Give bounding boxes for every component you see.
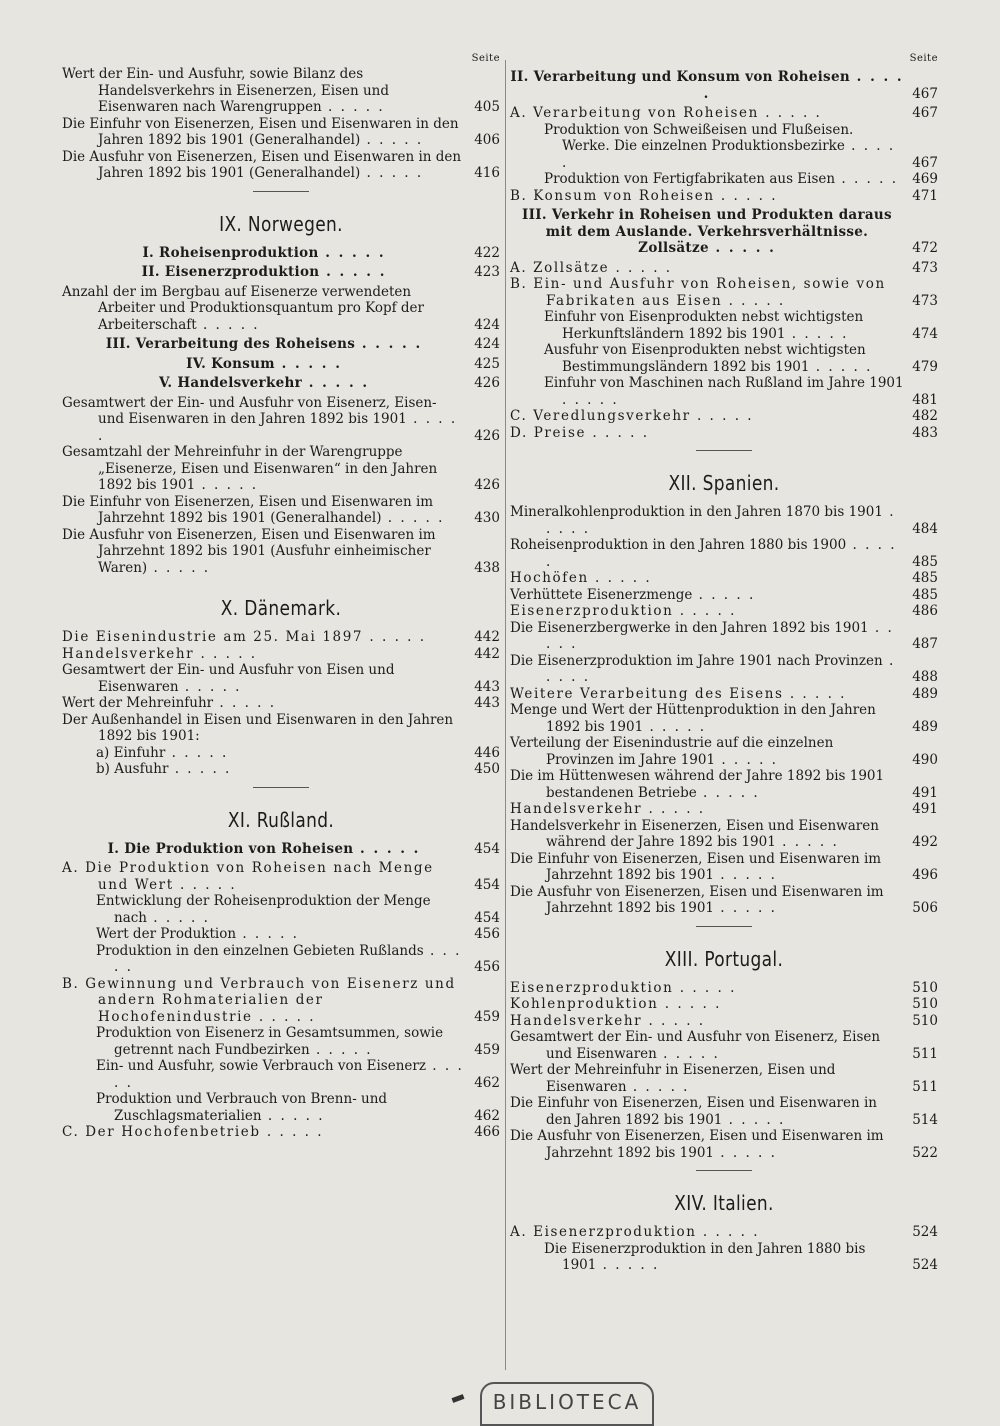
toc-entry [510,996,938,1013]
toc-entry [510,1095,938,1128]
page-number: 506 [912,900,938,916]
dot-leader: . . . . . [319,264,387,280]
toc-entry [62,527,500,577]
page-number: 510 [912,996,938,1012]
page-number: 456 [474,959,500,975]
page-number: 405 [474,99,500,115]
page-number: 524 [912,1257,938,1273]
section-rule [696,1170,752,1171]
entry-title: Produktion und Verbrauch von Brenn- und Zuschlagsmaterialien . . . . . [96,1091,388,1124]
entry-title: Verhüttete Eisenerzmenge . . . . . [510,586,756,603]
page-number: 491 [912,801,938,817]
toc-entry [510,620,938,653]
entry-title: Die Einfuhr von Eisenerzen, Eisen und Eisenwaren in den Jahren 1892 bis 1901 (Generalhandel) . . . . . [62,115,459,148]
toc-entry [510,504,938,537]
toc-entry [510,801,938,818]
page-number: 424 [474,336,500,352]
right-column [510,52,938,1274]
toc-entry [62,976,500,1026]
toc-subsection-entry [62,356,500,373]
toc-entry [510,309,938,342]
entry-title: C. Veredlungsverkehr . . . . . [510,408,754,424]
section-heading: X. Dänemark. [220,596,342,620]
dot-leader: . . . . . [588,570,652,586]
entry-title: Handelsverkehr . . . . . [510,1012,706,1029]
dot-leader: . . . . . [708,240,776,256]
toc-entry [510,653,938,686]
entry-title: Handelsverkehr . . . . . [62,645,258,662]
dot-leader: . . . . . [252,1008,316,1025]
entry-title: II. Verarbeitung und Konsum von Roheisen . . . . . [510,69,904,102]
page-number: 522 [912,1144,938,1161]
entry-title: III. Verkehr in Roheisen und Produkten daraus mit dem Auslande. Verkehrsverhältnisse. Zollsätze . . . . . [522,207,892,256]
entry-title: A. Die Produktion von Roheisen nach Menge und Wert . . . . . [62,860,434,893]
entry-title: Die Einfuhr von Eisenerzen, Eisen und Eisenwaren im Jahrzehnt 1892 bis 1901 (Generalhandel) . . . . . [62,493,445,526]
entry-title: D. Preise . . . . . [510,424,650,441]
dot-leader: . . . . . [195,477,259,493]
dot-leader: . . . . . [642,1012,706,1029]
entry-title: Produktion von Schweißeisen und Flußeisen. Werke. Die einzelnen Produktionsbezirke . . . . . [544,121,896,171]
section-rule [696,926,752,927]
page-number: 430 [474,510,500,526]
dot-leader: . . . . . [714,1144,777,1161]
dot-leader: . . . . . [562,138,896,171]
toc-entry [62,66,500,116]
section-rule [253,787,309,788]
toc-entry [62,395,500,445]
toc-entry [510,1241,938,1274]
toc-entry [510,702,938,735]
page-number: 492 [912,834,938,850]
page-number: 483 [912,424,938,441]
entry-title: Die im Hüttenwesen während der Jahre 1892 bis 1901 bestandenen Betriebe . . . . . [510,768,885,801]
dot-leader: . . . . . [147,559,211,576]
toc-entry [62,860,500,893]
page-number: 426 [474,427,500,444]
toc-entry [62,761,500,778]
page-number: 473 [912,292,938,309]
page-number: 459 [474,1041,500,1058]
dot-leader: . . . . . [165,744,229,761]
toc-entry [62,284,500,334]
page-number: 456 [474,926,500,942]
toc-entry [510,818,938,851]
dot-leader: . . . . . [546,537,897,570]
page-number: 450 [474,761,500,777]
dot-leader: . . . . . [656,1045,720,1062]
toc-entry [62,444,500,494]
toc-entry [62,494,500,527]
toc-entry [510,105,938,122]
toc-entry [62,1091,500,1124]
toc-entry [510,1062,938,1095]
section-heading: XIV. Italien. [674,1191,774,1215]
dot-leader: . . . . . [173,876,237,893]
toc-entry [62,943,500,976]
toc-entry [510,1128,938,1161]
entry-title: I. Die Produktion von Roheisen . . . . . [107,840,421,857]
toc-entry [510,1013,938,1030]
entry-title: Wert der Mehreinfuhr in Eisenerzen, Eisen und Eisenwaren . . . . . [510,1062,836,1095]
page-number: 474 [912,325,938,342]
dot-leader: . . . . . [194,645,258,662]
page-number: 514 [912,1111,938,1128]
page-number: 467 [912,105,938,121]
toc-subsection-entry [62,264,500,281]
page-number: 425 [474,355,500,372]
page-number: 479 [912,358,938,375]
entry-title: b) Ausfuhr . . . . . [96,761,232,777]
column-divider [505,60,506,1370]
toc-entry [510,408,938,425]
ink-mark [452,1394,465,1403]
page-number: 454 [474,840,500,857]
dot-leader: . . . . . [643,718,707,735]
entry-title: II. Eisenerzproduktion . . . . . [141,264,387,280]
entry-title: Roheisenproduktion in den Jahren 1880 bis 1900 . . . . . [510,537,897,570]
dot-leader: . . . . . [360,165,424,181]
entry-title: A. Verarbeitung von Roheisen . . . . . [510,105,822,121]
toc-entry [510,425,938,442]
toc-entry [62,1124,500,1141]
dot-leader: . . . . . [658,996,722,1012]
dot-leader: . . . . . [586,424,650,441]
dot-leader: . . . . . [147,909,210,926]
toc-entry [62,893,500,926]
toc-entry [510,686,938,703]
toc-entry [62,926,500,943]
page-number: 469 [912,171,938,187]
dot-leader: . . . . . [809,358,873,375]
dot-leader: . . . . . [722,1111,786,1128]
section-rule [696,450,752,451]
dot-leader: . . . . . [714,187,778,204]
dot-leader: . . . . . [546,504,896,537]
page-number: 443 [474,678,500,695]
toc-subsection-entry [62,375,500,392]
section-heading: XI. Rußland. [227,807,335,832]
dot-leader: . . . . . [692,586,756,603]
entry-title: Kohlenproduktion . . . . . [510,996,722,1012]
dot-leader: . . . . . [758,105,822,121]
dot-leader: . . . . . [178,678,242,695]
entry-title: Handelsverkehr in Eisenerzen, Eisen und Eisenwaren während der Jahre 1892 bis 1901 . . . . . [510,817,879,850]
dot-leader: . . . . . [596,1257,660,1273]
entry-title: Mineralkohlenproduktion in den Jahren 1870 bis 1901 . . . . . [510,504,896,537]
page-number: 442 [474,645,500,662]
toc-entry [62,1058,500,1091]
toc-entry [510,980,938,997]
dot-leader: . . . . . [609,259,673,276]
page-number: 466 [474,1124,500,1140]
toc-entry [510,1224,938,1241]
dot-leader: . . . . . [835,171,898,187]
entry-title: Die Einfuhr von Eisenerzen, Eisen und Eisenwaren in den Jahren 1892 bis 1901 . . . . . [510,1095,877,1128]
entry-title: Der Außenhandel in Eisen und Eisenwaren in den Jahren 1892 bis 1901: [62,711,454,744]
entry-title: IV. Konsum . . . . . [186,355,342,372]
toc-entry [510,768,938,801]
dot-leader: . . . . . [673,979,737,996]
dot-leader: . . . . . [355,336,423,352]
entry-title: III. Verarbeitung des Roheisens . . . . . [105,336,423,352]
toc-entry [62,662,500,695]
entry-title: Die Eisenerzproduktion im Jahre 1901 nach Provinzen . . . . . [510,652,896,685]
page-number: 473 [912,259,938,276]
dot-leader: . . . . . [546,652,896,685]
page-number: 462 [474,1074,500,1091]
dot-leader: . . . . . [562,391,619,408]
entry-title: V. Handelsverkehr . . . . . [158,375,370,391]
page-number: 510 [912,979,938,996]
page-number: 482 [912,408,938,424]
toc-entry [510,1029,938,1062]
entry-title: Gesamtwert der Ein- und Ausfuhr von Eisenerz, Eisen und Eisenwaren . . . . . [510,1029,881,1062]
entry-title: Gesamtzahl der Mehreinfuhr in der Warengruppe „Eisenerze, Eisen und Eisenwaren“ in den Jahren 1892 bis 1901 . . . . . [62,444,438,493]
dot-leader: . . . . . [714,867,777,883]
page-number: 485 [912,570,938,586]
entry-title: Produktion von Fertigfabrikaten aus Eisen . . . . . [544,171,898,187]
section-heading: IX. Norwegen. [219,211,343,236]
page-number: 496 [912,867,938,883]
page-number: 486 [912,603,938,619]
page-number: 489 [912,685,938,702]
entry-title: Eisenerzproduktion . . . . . [510,603,737,619]
entry-title: a) Einfuhr . . . . . [96,744,229,761]
page-number: 467 [912,154,938,171]
toc-subsection-entry [62,841,500,858]
page-number: 484 [912,520,938,537]
section-rule [253,191,309,192]
entry-title: Die Ausfuhr von Eisenerzen, Eisen und Eisenwaren im Jahrzehnt 1892 bis 1901 . . . . . [510,1128,884,1161]
dot-leader: . . . . . [363,629,427,645]
dot-leader: . . . . . [353,840,421,857]
toc-subsection-entry [510,207,938,257]
toc-entry [510,276,938,309]
dot-leader: . . . . . [302,375,370,391]
section-heading: XIII. Portugal. [664,946,784,971]
toc-entry [510,537,938,570]
entry-title: B. Konsum von Roheisen . . . . . [510,187,778,204]
entry-title: Die Eisenerzproduktion in den Jahren 1880 bis 1901 . . . . . [544,1240,866,1273]
toc-subsection-entry [510,69,938,102]
toc-entry [510,735,938,768]
dot-leader: . . . . . [168,761,232,777]
dot-leader: . . . . . [626,1078,690,1095]
dot-leader: . . . . . [696,1224,760,1240]
page-number: 459 [474,1008,500,1025]
toc-subsection-entry [62,245,500,262]
page-number: 485 [912,553,938,570]
toc-entry [62,1025,500,1058]
dot-leader: . . . . . [714,900,777,916]
dot-leader: . . . . . [236,926,299,942]
entry-title: Entwicklung der Roheisenproduktion der Menge nach . . . . . [96,893,431,926]
section-heading: XII. Spanien. [668,471,780,495]
seite-label: Seite [909,53,938,64]
toc-entry [510,603,938,620]
entry-title: Die Ausfuhr von Eisenerzen, Eisen und Eisenwaren im Jahrzehnt 1892 bis 1901 (Ausfuhr einheimischer Waren) . . . . . [62,526,436,576]
dot-leader: . . . . . [321,99,385,115]
dot-leader: . . . . . [690,408,754,424]
toc-entry [510,587,938,604]
entry-title: Die Eisenerzbergwerke in den Jahren 1892 bis 1901 . . . . . [510,619,894,652]
dot-leader: . . . . . [260,1124,324,1140]
dot-leader: . . . . . [715,751,778,768]
page-number: 524 [912,1224,938,1240]
entry-title: Menge und Wert der Hüttenproduktion in den Jahren 1892 bis 1901 . . . . . [510,702,876,735]
entry-title: A. Zollsätze . . . . . [510,259,673,276]
entry-title: B. Ein- und Ausfuhr von Roheisen, sowie von Fabrikaten aus Eisen . . . . . [510,276,886,309]
right-column-entries [510,69,938,1274]
dot-leader: . . . . . [696,784,760,801]
page-number: 454 [474,909,500,926]
page-number: 442 [474,629,500,645]
entry-title: I. Roheisenproduktion . . . . . [142,244,386,261]
entry-title: Produktion von Eisenerz in Gesamtsummen, sowie getrennt nach Fundbezirken . . . . . [96,1025,444,1058]
toc-entry [510,260,938,277]
entry-title: Die Einfuhr von Eisenerzen, Eisen und Eisenwaren im Jahrzehnt 1892 bis 1901 . . . . . [510,850,882,883]
page-number: 511 [912,1078,938,1095]
dot-leader: . . . . . [381,510,445,526]
entry-title: Einfuhr von Maschinen nach Rußland im Jahre 1901 . . . . . [544,375,904,408]
dot-leader: . . . . . [642,801,706,817]
toc-entry [510,122,938,172]
page-number: 454 [474,876,500,893]
entry-title: B. Gewinnung und Verbrauch von Eisenerz und andern Rohmaterialien der Hochofenindustrie . . . . . [62,975,456,1025]
entry-title: Gesamtwert der Ein- und Ausfuhr von Eisenerz, Eisen- und Eisenwaren in den Jahren 1892 bis 1901 . . . . . [62,394,458,444]
page-number: 491 [912,784,938,801]
page-number: 472 [912,240,938,256]
dot-leader: . . . . . [261,1107,325,1124]
page-number: 424 [474,316,500,333]
page-number: 481 [912,391,938,408]
entry-title: Wert der Produktion . . . . . [96,926,299,942]
toc-entry [62,745,500,762]
dot-leader: . . . . . [98,411,458,444]
entry-title: Einfuhr von Eisenprodukten nebst wichtigsten Herkunftsländern 1892 bis 1901 . . . . . [544,309,864,342]
entry-title: Die Ausfuhr von Eisenerzen, Eisen und Eisenwaren in den Jahren 1892 bis 1901 (Generalhandel) . . . . . [62,148,462,181]
toc-entry [62,695,500,712]
entry-title: Produktion in den einzelnen Gebieten Rußlands . . . . . [96,942,462,975]
entry-title: Handelsverkehr . . . . . [510,801,706,817]
page-number: 471 [912,187,938,204]
entry-title: Ein- und Ausfuhr, sowie Verbrauch von Eisenerz . . . . . [96,1058,464,1091]
toc-entry [510,171,938,188]
page-number: 423 [474,264,500,280]
toc-entry [510,570,938,587]
toc-entry [62,116,500,149]
entry-title: Gesamtwert der Ein- und Ausfuhr von Eisen und Eisenwaren . . . . . [62,662,395,695]
toc-entry [510,851,938,884]
entry-title: Verteilung der Eisenindustrie auf die einzelnen Provinzen im Jahre 1901 . . . . . [510,735,834,768]
page-number: 510 [912,1012,938,1029]
dot-leader: . . . . . [114,942,462,975]
dot-leader: . . . . . [213,695,277,711]
page-number: 443 [474,695,500,711]
entry-title: Wert der Mehreinfuhr . . . . . [62,695,277,711]
page-number: 490 [912,751,938,768]
toc-subsection-entry [62,336,500,353]
toc-entry [62,646,500,663]
entry-title: Eisenerzproduktion . . . . . [510,979,737,996]
toc-entry [510,188,938,205]
page-number: 489 [912,718,938,735]
toc-entry [62,149,500,182]
page-number: 422 [474,244,500,261]
dot-leader: . . . . . [318,244,386,261]
page-number: 487 [912,636,938,652]
page-number: 416 [474,165,500,181]
toc-entry [510,375,938,408]
entry-title: Anzahl der im Bergbau auf Eisenerze verwendeten Arbeiter und Produktionsquantum pro Kopf der Arbeiterschaft . . . . . [62,283,424,333]
page-number: 467 [912,85,938,102]
entry-title: Hochöfen . . . . . [510,570,652,586]
toc-entry [62,712,500,745]
dot-leader: . . . . . [546,619,894,652]
toc-entry [510,884,938,917]
entry-title: C. Der Hochofenbetrieb . . . . . [62,1124,324,1140]
page-number: 446 [474,744,500,761]
page-number: 485 [912,586,938,603]
entry-title: Die Ausfuhr von Eisenerzen, Eisen und Eisenwaren im Jahrzehnt 1892 bis 1901 . . . . . [510,883,884,916]
dot-leader: . . . . . [783,685,847,702]
toc-entry [62,629,500,646]
entry-title: A. Eisenerzproduktion . . . . . [510,1224,760,1240]
entry-title: Ausfuhr von Eisenprodukten nebst wichtigsten Bestimmungsländern 1892 bis 1901 . . . . . [544,342,873,375]
page-number: 462 [474,1107,500,1124]
entry-title: Weitere Verarbeitung des Eisens . . . . . [510,685,847,702]
page-number: 438 [474,559,500,576]
dot-leader: . . . . . [775,834,839,850]
dot-leader: . . . . . [722,292,786,309]
library-stamp: BIBLIOTECA [480,1382,654,1426]
toc-entry [510,342,938,375]
dot-leader: . . . . . [673,603,737,619]
page-number: 426 [474,477,500,493]
entry-title: Die Eisenindustrie am 25. Mai 1897 . . . . . [62,629,427,645]
page-number: 426 [474,375,500,391]
dot-leader: . . . . . [309,1041,373,1058]
page-number: 511 [912,1045,938,1062]
page-number: 406 [474,132,500,148]
left-column [62,52,500,1141]
dot-leader: . . . . . [703,69,904,102]
seite-label: Seite [471,53,500,64]
dot-leader: . . . . . [114,1058,464,1091]
entry-title: Wert der Ein- und Ausfuhr, sowie Bilanz des Handelsverkehrs in Eisenerzen, Eisen und Eisenwaren nach Warengruppen . . . . . [62,66,390,115]
dot-leader: . . . . . [785,325,849,342]
dot-leader: . . . . . [360,132,424,148]
page-number: 488 [912,669,938,685]
left-column-entries [62,66,500,1141]
dot-leader: . . . . . [196,316,260,333]
dot-leader: . . . . . [274,355,342,372]
